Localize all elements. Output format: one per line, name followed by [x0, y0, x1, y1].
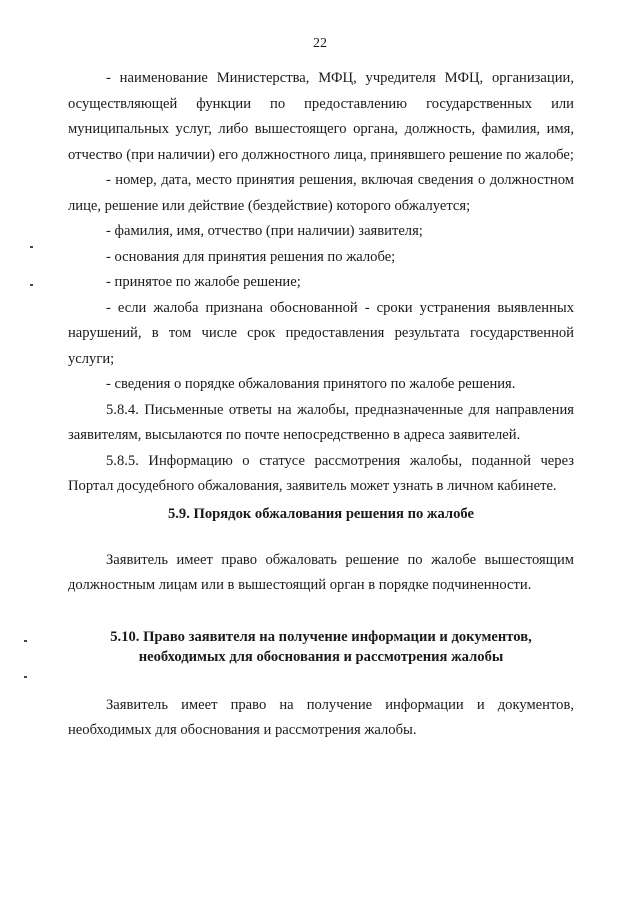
scan-speck	[24, 676, 27, 678]
paragraph: 5.8.4. Письменные ответы на жалобы, предназначенные для направления заявителям, высылаются по почте непосредственно в адреса заявителей.	[68, 401, 574, 443]
scan-speck	[24, 640, 27, 642]
paragraph: - наименование Министерства, МФЦ, учредителя МФЦ, организации, осуществляющей функции по предоставлению государственных или муниципальных услуг, либо вышестоящего органа, должность, фамилия, имя, отчество (при наличии) его должностного лица, принявшего решение по жалобе;	[68, 70, 574, 163]
section-heading-5-9: 5.9. Порядок обжалования решения по жалобе	[167, 505, 474, 522]
paragraph: - фамилия, имя, отчество (при наличии) заявителя;	[106, 223, 423, 239]
paragraph: - принятое по жалобе решение;	[106, 274, 301, 290]
paragraph: - сведения о порядке обжалования принятого по жалобе решения.	[106, 376, 516, 392]
document-body	[68, 66, 574, 744]
paragraph: - основания для принятия решения по жалобе;	[106, 248, 396, 265]
paragraph: 5.8.5. Информацию о статусе рассмотрения жалобы, поданной через Портал досудебного обжалования, заявитель может узнать в личном кабинете.	[68, 452, 574, 494]
heading-line: необходимых для обоснования и рассмотрения жалобы	[138, 648, 504, 665]
heading-line: 5.10. Право заявителя на получение информации и документов,	[110, 628, 532, 645]
scan-speck	[30, 284, 33, 286]
paragraph: Заявитель имеет право обжаловать решение по жалобе вышестоящим должностным лицам или в вышестоящий орган в порядке подчиненности.	[68, 551, 574, 593]
page-number: 22	[313, 36, 327, 51]
scan-speck	[30, 246, 33, 248]
paragraph: - если жалоба признана обоснованной - сроки устранения выявленных нарушений, в том числе срок предоставления результата государственной услуги;	[68, 299, 574, 367]
section-heading-5-10	[68, 627, 574, 667]
paragraph: - номер, дата, место принятия решения, включая сведения о должностном лице, решение или действие (бездействие) которого обжалуется;	[68, 172, 574, 214]
paragraph: Заявитель имеет право на получение информации и документов, необходимых для обоснования и рассмотрения жалобы.	[68, 696, 574, 738]
